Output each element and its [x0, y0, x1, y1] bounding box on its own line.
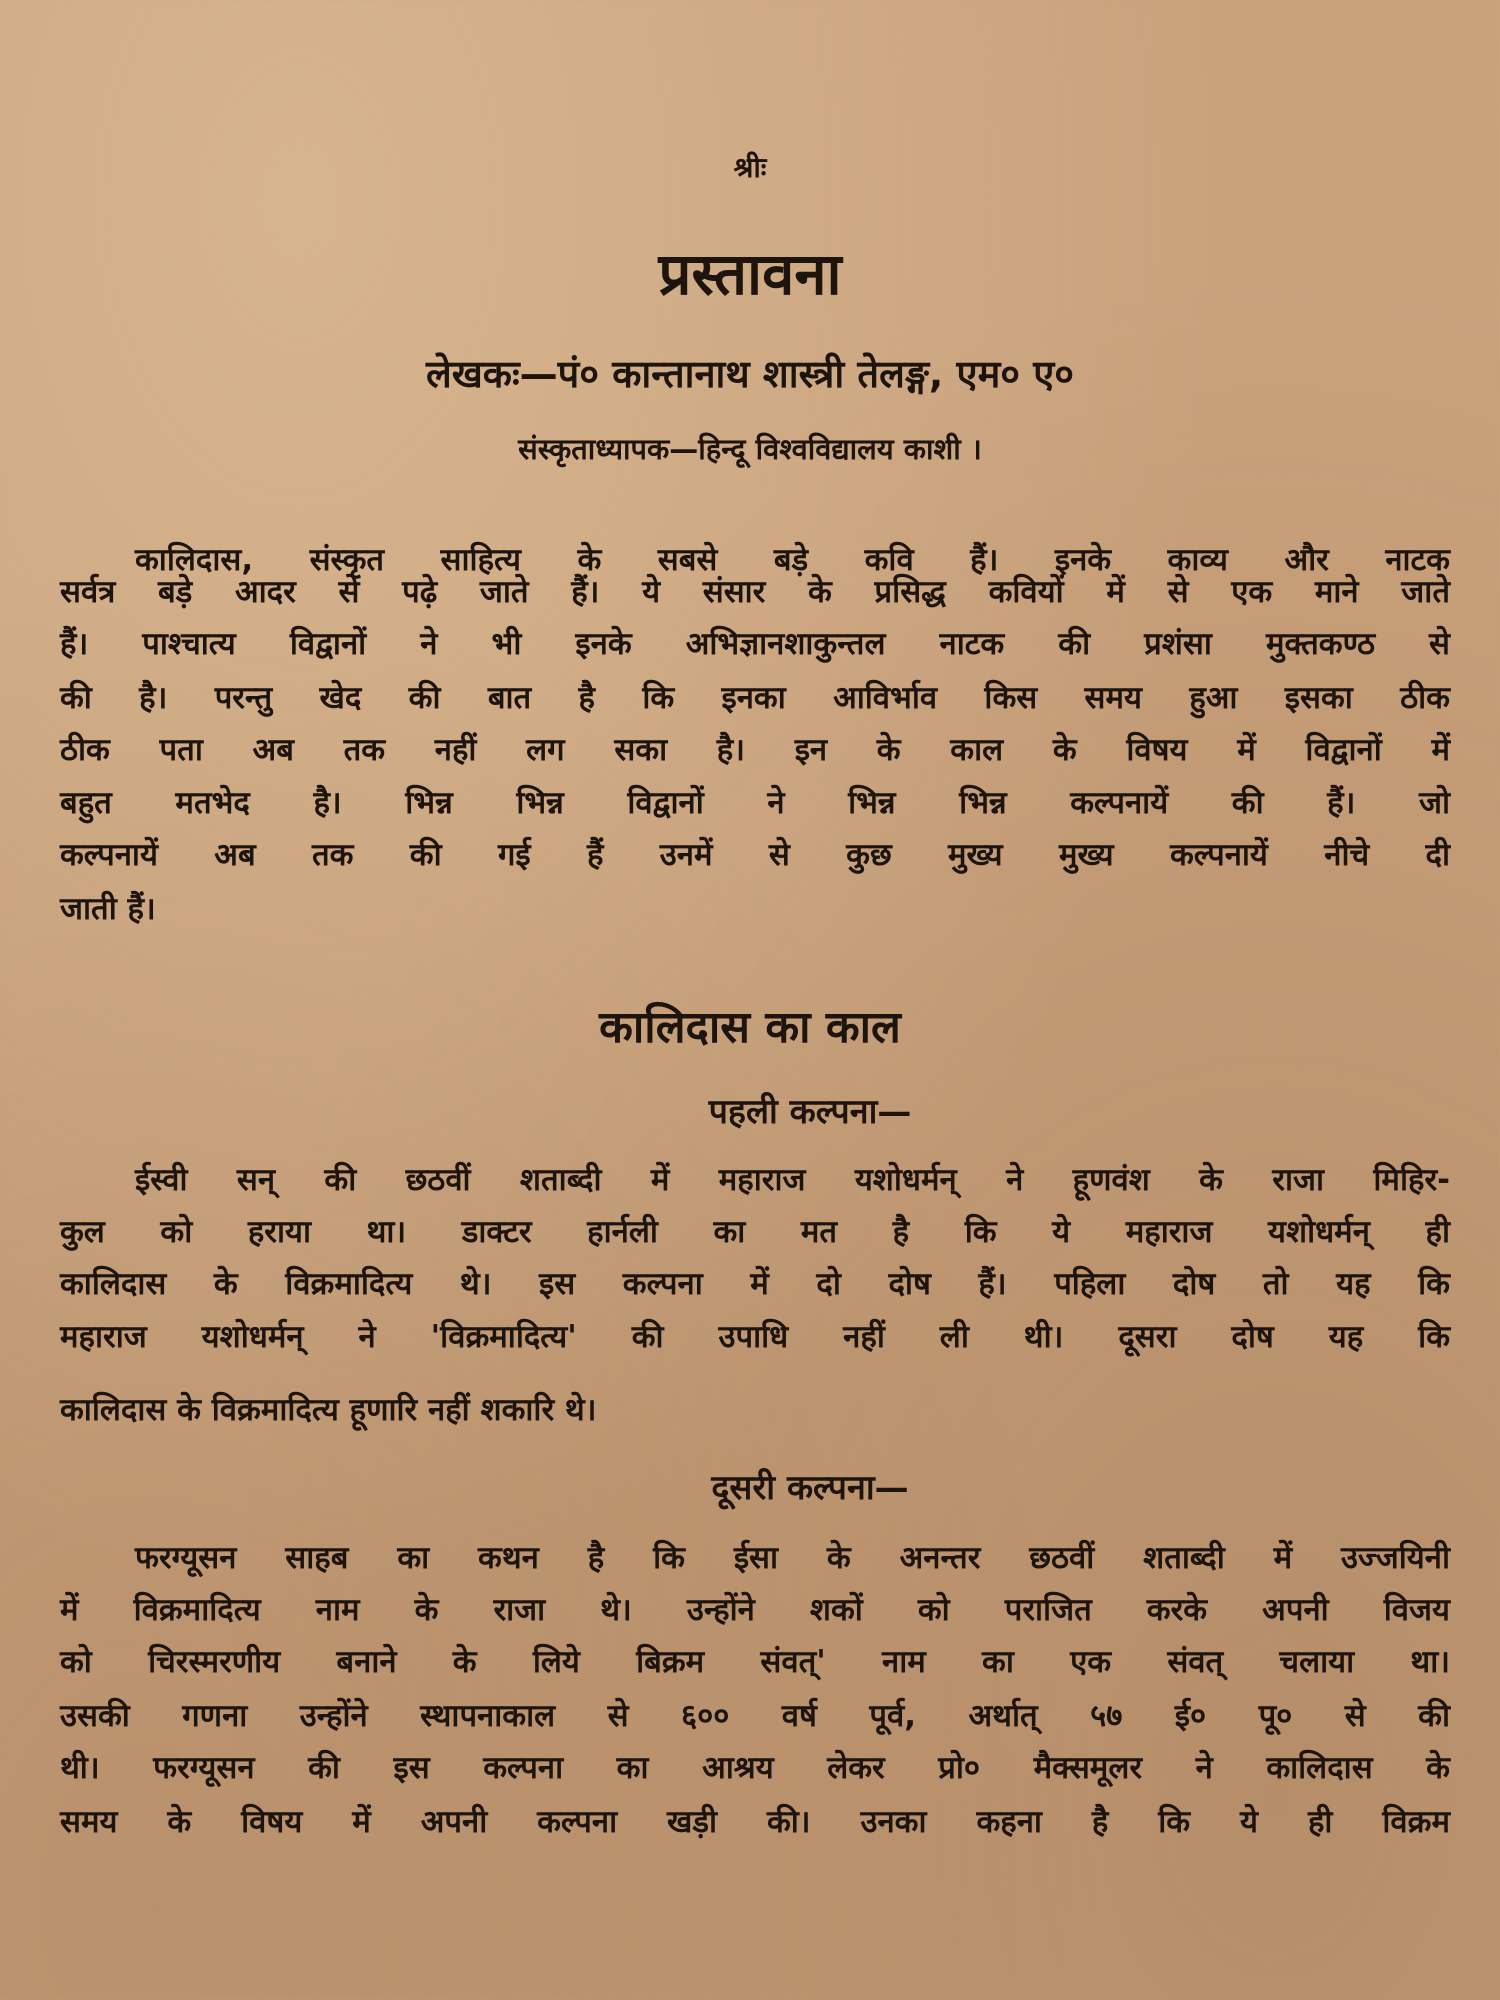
paragraph-line: बहुत मतभेद है। भिन्न भिन्न विद्वानों ने भिन्न भिन्न कल्पनायें की हैं। जो — [60, 785, 1450, 821]
paragraph-line: ठीक पता अब तक नहीं लग सका है। इन के काल के विषय में विद्वानों में — [60, 732, 1450, 768]
paragraph-line: कुल को हराया था। डाक्टर हार्नली का मत है कि ये महाराज यशोधर्मन् ही — [60, 1214, 1450, 1250]
paragraph-line: समय के विषय में अपनी कल्पना खड़ी की। उनका कहना है कि ये ही विक्रम — [60, 1804, 1450, 1840]
paragraph-line: सर्वत्र बड़े आदर से पढ़े जाते हैं। ये संसार के प्रसिद्ध कवियों में से एक माने जाते — [60, 574, 1450, 610]
paragraph-line: कालिदास के विक्रमादित्य हूणारि नहीं शकारि थे। — [60, 1392, 597, 1428]
paragraph-line: कल्पनायें अब तक की गई हैं उनमें से कुछ मुख्य मुख्य कल्पनायें नीचे दी — [60, 837, 1450, 873]
paragraph-line: ईस्वी सन् की छठवीं शताब्दी में महाराज यशोधर्मन् ने हूणवंश के राजा मिहिर- — [135, 1162, 1450, 1198]
paragraph-line: फरग्यूसन साहब का कथन है कि ईसा के अनन्तर छठवीं शताब्दी में उज्जयिनी — [135, 1540, 1450, 1576]
paragraph-line: की है। परन्तु खेद की बात है कि इनका आविर्भाव किस समय हुआ इसका ठीक — [60, 680, 1450, 716]
paragraph-line: कालिदास के विक्रमादित्य थे। इस कल्पना में दो दोष हैं। पहिला दोष तो यह कि — [60, 1266, 1450, 1302]
paragraph-line: थी। फरग्यूसन की इस कल्पना का आश्रय लेकर प्रो० मैक्समूलर ने कालिदास के — [60, 1750, 1450, 1786]
paragraph-line: हैं। पाश्चात्य विद्वानों ने भी इनके अभिज्ञानशाकुन्तल नाटक की प्रशंसा मुक्तकण्ठ से — [60, 626, 1450, 662]
paragraph-line: जाती हैं। — [60, 891, 156, 927]
paragraph-line: उसकी गणना उन्होंने स्थापनाकाल से ६०० वर्ष पूर्व, अर्थात् ५७ ई० पू० से की — [60, 1698, 1450, 1734]
invocation: श्रीः — [733, 151, 767, 184]
page-title: प्रस्तावना — [658, 240, 842, 308]
author-affiliation: संस्कृताध्यापक—हिन्दू विश्वविद्यालय काशी । — [518, 432, 982, 466]
paragraph-line: महाराज यशोधर्मन् ने 'विक्रमादित्य' की उपाधि नहीं ली थी। दूसरा दोष यह कि — [60, 1319, 1450, 1355]
paragraph-line: कालिदास, संस्कृत साहित्य के सबसे बड़े कवि हैं। इनके काव्य और नाटक — [135, 542, 1450, 578]
author-line: लेखकः—पं० कान्तानाथ शास्त्री तेलङ्ग, एम० ए० — [425, 352, 1075, 396]
section-heading: कालिदास का काल — [599, 1002, 901, 1053]
first-theory-heading: पहली कल्पना— — [708, 1092, 912, 1132]
paragraph-line: में विक्रमादित्य नाम के राजा थे। उन्होंने शकों को पराजित करके अपनी विजय — [60, 1592, 1450, 1628]
second-theory-heading: दूसरी कल्पना— — [711, 1468, 909, 1508]
paragraph-line: को चिरस्मरणीय बनाने के लिये बिक्रम संवत्' नाम का एक संवत् चलाया था। — [60, 1644, 1450, 1680]
